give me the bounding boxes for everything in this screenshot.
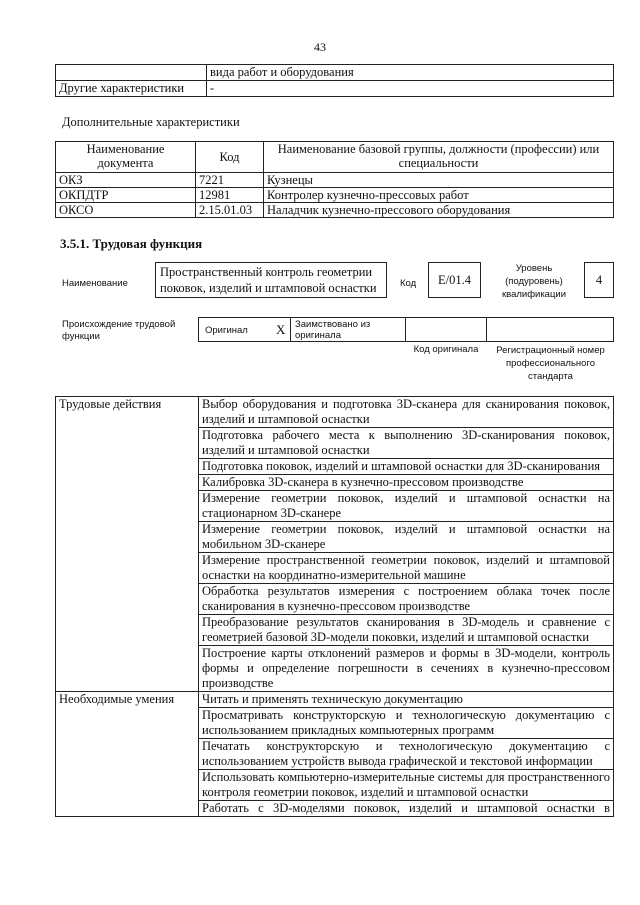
origin-label: Происхождение трудовой функции [62,319,176,342]
table-row [56,203,614,218]
table-row [56,65,614,81]
original-mark: X [276,322,286,337]
skill-item: Читать и применять техническую документацию [199,692,614,708]
cell-code: 7221 [196,173,264,188]
function-details-table [55,396,614,817]
table-row [56,173,614,188]
cell-code: 2.15.01.03 [196,203,264,218]
skill-item: Использовать компьютерно-измерительные системы для пространственного контроля геометрии поковок, изделий и штамповой оснастки [199,770,614,801]
labor-action-item: Измерение геометрии поковок, изделий и штамповой оснастки на мобильном 3D-сканере [199,522,614,553]
cell-name: Контролер кузнечно-прессовых работ [264,188,614,203]
level-value: 4 [584,262,614,298]
cell-doc: ОКЗ [56,173,196,188]
code-original-label: Код оригинала [413,344,479,355]
table-header-row [56,142,614,173]
labor-action-item: Измерение пространственной геометрии поковок, изделий и штамповой оснастки на координатно-измерительной машине [199,553,614,584]
additional-heading: Дополнительные характеристики [62,115,240,129]
section-title: 3.5.1. Трудовая функция [60,236,203,251]
required-skills-label: Необходимые умения [56,692,199,817]
cell-name: Кузнецы [264,173,614,188]
skill-item: Просматривать конструкторскую и технологическую документацию с использованием прикладных компьютерных программ [199,708,614,739]
table-row [56,81,614,97]
row-label: Другие характеристики [56,81,207,97]
additional-characteristics-table [55,141,614,218]
divider [405,318,406,341]
labor-action-item: Подготовка поковок, изделий и штамповой оснастки для 3D-сканирования [199,459,614,475]
table-row [56,692,614,708]
divider [290,318,291,341]
origin-row [198,317,614,342]
labor-action-item: Подготовка рабочего места к выполнению 3D-сканирования поковок, изделий и штамповой оснастки [199,428,614,459]
labor-action-item: Построение карты отклонений размеров и формы в 3D-модели, контроль формы и определение погрешности в сечениях в кузнечно-прессовом производстве [199,646,614,692]
borrowed-label: Заимствовано из оригинала [295,319,371,341]
row-value: - [207,81,614,97]
header-doc-name: Наименование документа [56,142,196,173]
labor-action-item: Обработка результатов измерения с построением облака точек после сканирования в кузнечно-прессовом производстве [199,584,614,615]
labor-action-item: Калибровка 3D-сканера в кузнечно-прессовом производстве [199,475,614,491]
cell-doc: ОКСО [56,203,196,218]
function-name: Пространственный контроль геометрии поковок, изделий и штамповой оснастки [155,262,387,298]
skill-item: Работать с 3D-моделями поковок, изделий и штамповой оснастки в [199,801,614,817]
reg-number-label: Регистрационный номер профессионального стандарта [496,345,605,382]
header-group-name: Наименование базовой группы, должности (профессии) или специальности [264,142,614,173]
page-number: 43 [314,40,326,54]
original-label: Оригинал [205,325,248,336]
skill-item: Печатать конструкторскую и технологическую документацию с использованием устройств вывода графической и текстовой информации [199,739,614,770]
row-label [56,65,207,81]
table-row [56,397,614,428]
header-code: Код [196,142,264,173]
other-characteristics-table [55,64,614,97]
name-label: Наименование [62,278,128,289]
labor-action-item: Измерение геометрии поковок, изделий и штамповой оснастки на стационарном 3D-сканере [199,491,614,522]
divider [486,318,487,341]
labor-action-item: Преобразование результатов сканирования в 3D-модель и сравнение с геометрией базовой 3D-модели поковки, изделий и штамповой оснастки [199,615,614,646]
code-label: Код [400,278,417,289]
cell-name: Наладчик кузнечно-прессового оборудования [264,203,614,218]
cell-doc: ОКПДТР [56,188,196,203]
cell-code: 12981 [196,188,264,203]
labor-action-item: Выбор оборудования и подготовка 3D-сканера для сканирования поковок, изделий и штамповой оснастки [199,397,614,428]
level-label: Уровень (подуровень) квалификации [501,263,567,300]
function-code: E/01.4 [428,262,481,298]
row-value: вида работ и оборудования [207,65,614,81]
table-row [56,188,614,203]
labor-actions-label: Трудовые действия [56,397,199,692]
